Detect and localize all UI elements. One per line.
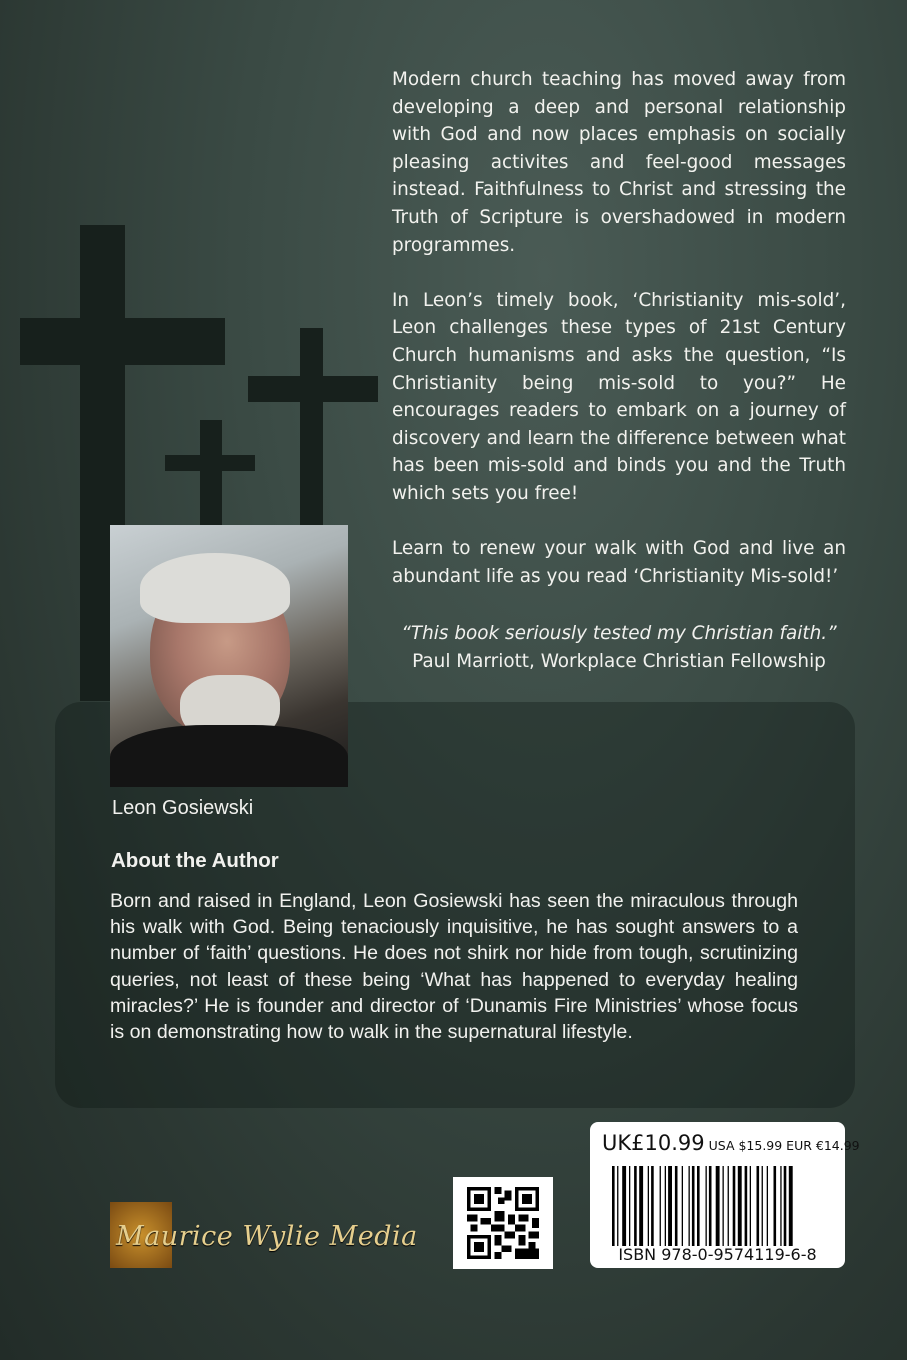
about-author-heading: About the Author (111, 849, 279, 872)
price-uk: UK£10.99 (602, 1131, 705, 1155)
price-other: USA $15.99 EUR €14.99 (708, 1138, 860, 1153)
barcode-bar (780, 1166, 781, 1246)
barcode-bar (675, 1166, 678, 1246)
barcode-bar (774, 1166, 777, 1246)
barcode-bar (651, 1166, 654, 1246)
publisher-logo-text: Maurice Wylie Media (116, 1220, 418, 1252)
small-cross-vertical (200, 420, 222, 530)
barcode-bar (682, 1166, 683, 1246)
barcode-bar (789, 1166, 793, 1246)
barcode-label (590, 1122, 860, 1268)
barcode-bar (706, 1166, 707, 1246)
barcode-bar (617, 1166, 618, 1246)
publisher-logo (110, 1202, 418, 1270)
isbn: ISBN 978-0-9574119-6-8 (618, 1245, 817, 1264)
barcode-bar (639, 1166, 643, 1246)
barcode-bar (723, 1166, 724, 1246)
endorsement-quote: “This book seriously tested my Christian faith.” (401, 623, 837, 644)
barcode-bar (733, 1166, 736, 1246)
barcode-bar (784, 1166, 787, 1246)
barcode-bar (622, 1166, 626, 1246)
barcode-bar (745, 1166, 748, 1246)
barcode-bar (728, 1166, 729, 1246)
blurb-paragraph: Modern church teaching has moved away from developing a deep and personal relationship with God and now places emphasis on socially pleasing activites and feel-good messages instead. Faithfulness to Christ and stressing the Truth of Scripture is overshadowed in modern programmes. (392, 69, 846, 256)
barcode-bars (612, 1166, 830, 1246)
barcode-bar (762, 1166, 763, 1246)
barcode-bar (629, 1166, 630, 1246)
barcode-bar (709, 1166, 712, 1246)
barcode-bar (716, 1166, 720, 1246)
blurb-text (392, 66, 846, 618)
large-cross-horizontal (20, 318, 225, 365)
qr-code-icon (465, 1187, 541, 1259)
barcode-bar (660, 1166, 661, 1246)
author-photo-caption: Leon Gosiewski (112, 797, 254, 819)
blurb-paragraph: In Leon’s timely book, ‘Christianity mis-sold’, Leon challenges these types of 21st Century Church humanisms and asks the question, “Is Christianity being mis-sold to you?” He encourages readers to embark on a journey of discovery and learn the difference between what has been mis-sold and binds you and the Truth which sets you free! (392, 289, 846, 504)
price (602, 1131, 860, 1155)
barcode-bar (767, 1166, 768, 1246)
barcode-bar (697, 1166, 700, 1246)
small-cross-horizontal (165, 455, 255, 471)
barcode-bar (757, 1166, 760, 1246)
barcode-bar (648, 1166, 649, 1246)
barcode-bar (738, 1166, 742, 1246)
barcode-bar (634, 1166, 637, 1246)
barcode-bar (692, 1166, 695, 1246)
blurb-paragraph: Learn to renew your walk with God and live an abundant life as you read ‘Christianity Mis-sold!’ (392, 538, 846, 587)
endorsement (392, 620, 846, 675)
barcode-bar (665, 1166, 666, 1246)
barcode-bar (612, 1166, 615, 1246)
author-photo (110, 525, 348, 787)
about-author-bio: Born and raised in England, Leon Gosiewski has seen the miraculous through his walk with God. Being tenaciously inquisitive, he has sought answers to a number of ‘faith’ questions. He does not shirk nor hide from tough, scrutinizing queries, not least of these being ‘What has happened to everyday healing miracles?’ He is founder and director of ‘Dunamis Fire Ministries’ whose focus is on demonstrating how to walk in the supernatural lifestyle. (110, 890, 798, 1044)
qr-code (453, 1177, 553, 1269)
barcode-bar (668, 1166, 672, 1246)
barcode-bar (689, 1166, 690, 1246)
barcode-bar (750, 1166, 751, 1246)
right-cross-horizontal (248, 376, 378, 402)
endorsement-attribution: Paul Marriott, Workplace Christian Fellowship (412, 650, 826, 672)
